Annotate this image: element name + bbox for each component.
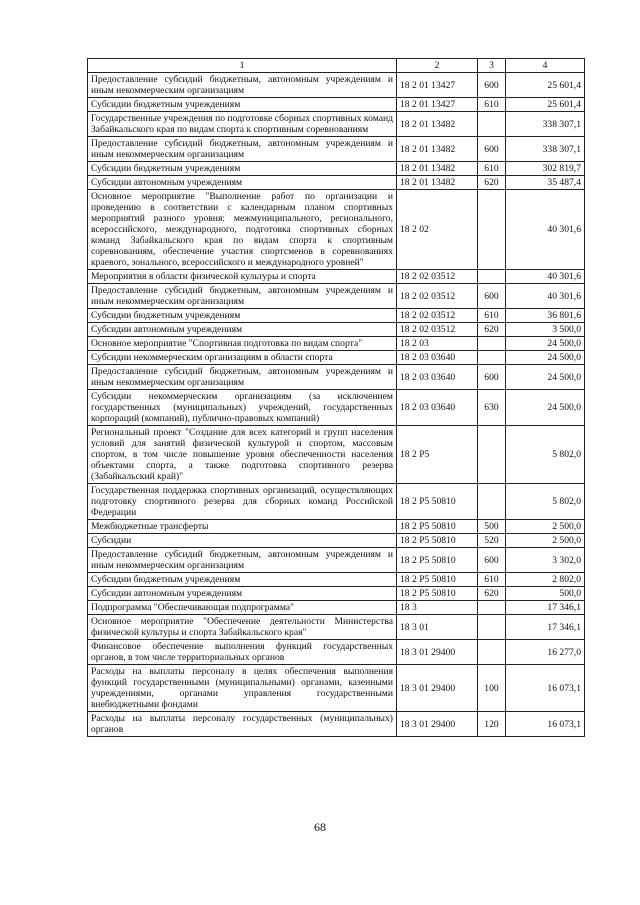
row-description: Субсидии бюджетным учреждениям xyxy=(88,162,397,176)
row-type: 610 xyxy=(478,98,506,112)
row-code: 18 2 P5 50810 xyxy=(397,534,478,548)
row-code: 18 2 01 13482 xyxy=(397,162,478,176)
row-code: 18 3 01 xyxy=(397,615,478,640)
row-description: Межбюджетные трансферты xyxy=(88,520,397,534)
row-type: 620 xyxy=(478,176,506,190)
row-amount: 24 500,0 xyxy=(506,337,585,351)
row-amount: 5 802,0 xyxy=(506,484,585,520)
row-description: Финансовое обеспечение выполнения функций государственных органов, в том числе территориальных органов xyxy=(88,640,397,665)
row-code: 18 2 01 13482 xyxy=(397,112,478,137)
row-code: 18 2 02 03512 xyxy=(397,270,478,284)
row-type xyxy=(478,640,506,665)
row-amount: 24 500,0 xyxy=(506,365,585,390)
row-type xyxy=(478,351,506,365)
row-code: 18 2 03 xyxy=(397,337,478,351)
table-header-row xyxy=(88,59,585,73)
row-description: Субсидии xyxy=(88,534,397,548)
row-amount: 338 307,1 xyxy=(506,112,585,137)
table-row xyxy=(88,323,585,337)
row-description: Подпрограмма "Обеспечивающая подпрограмма" xyxy=(88,601,397,615)
table-row xyxy=(88,426,585,484)
table-row xyxy=(88,548,585,573)
row-description: Субсидии бюджетным учреждениям xyxy=(88,309,397,323)
table-row xyxy=(88,534,585,548)
row-amount: 5 802,0 xyxy=(506,426,585,484)
row-code: 18 2 03 03640 xyxy=(397,390,478,426)
row-type xyxy=(478,615,506,640)
budget-table xyxy=(87,58,585,737)
row-code: 18 2 01 13427 xyxy=(397,98,478,112)
row-amount: 16 073,1 xyxy=(506,665,585,712)
row-type xyxy=(478,601,506,615)
row-type: 630 xyxy=(478,390,506,426)
row-code: 18 2 02 03512 xyxy=(397,309,478,323)
row-type xyxy=(478,426,506,484)
table-row xyxy=(88,390,585,426)
row-description: Предоставление субсидий бюджетным, автономным учреждениям и иным некоммерческим организациям xyxy=(88,137,397,162)
header-col-3: 3 xyxy=(478,59,506,73)
row-type: 600 xyxy=(478,137,506,162)
table-row xyxy=(88,137,585,162)
row-amount: 24 500,0 xyxy=(506,351,585,365)
table-row xyxy=(88,176,585,190)
table-row xyxy=(88,520,585,534)
row-amount: 17 346,1 xyxy=(506,601,585,615)
table-row xyxy=(88,484,585,520)
row-description: Расходы на выплаты персоналу государственных (муниципальных) органов xyxy=(88,712,397,737)
row-description: Предоставление субсидий бюджетным, автономным учреждениям и иным некоммерческим организациям xyxy=(88,548,397,573)
row-type: 600 xyxy=(478,73,506,98)
row-type: 600 xyxy=(478,284,506,309)
row-code: 18 3 xyxy=(397,601,478,615)
table-row xyxy=(88,337,585,351)
row-type: 500 xyxy=(478,520,506,534)
table-row xyxy=(88,309,585,323)
row-code: 18 2 02 03512 xyxy=(397,284,478,309)
table-row xyxy=(88,351,585,365)
row-description: Государственная поддержка спортивных организаций, осуществляющих подготовку спортивного резерва для сборных команд Российской Федерации xyxy=(88,484,397,520)
row-type: 620 xyxy=(478,323,506,337)
row-amount: 3 302,0 xyxy=(506,548,585,573)
table-row xyxy=(88,665,585,712)
row-description: Субсидии автономным учреждениям xyxy=(88,323,397,337)
row-amount: 2 802,0 xyxy=(506,573,585,587)
header-col-4: 4 xyxy=(506,59,585,73)
row-description: Предоставление субсидий бюджетным, автономным учреждениям и иным некоммерческим организациям xyxy=(88,284,397,309)
row-type: 620 xyxy=(478,587,506,601)
row-type xyxy=(478,270,506,284)
row-code: 18 3 01 29400 xyxy=(397,640,478,665)
row-amount: 3 500,0 xyxy=(506,323,585,337)
row-code: 18 2 01 13427 xyxy=(397,73,478,98)
table-row xyxy=(88,73,585,98)
table-row xyxy=(88,712,585,737)
row-description: Предоставление субсидий бюджетным, автономным учреждениям и иным некоммерческим организациям xyxy=(88,73,397,98)
table-row xyxy=(88,573,585,587)
row-amount: 40 301,6 xyxy=(506,284,585,309)
row-code: 18 2 01 13482 xyxy=(397,176,478,190)
row-amount: 16 277,0 xyxy=(506,640,585,665)
row-type: 120 xyxy=(478,712,506,737)
row-type xyxy=(478,484,506,520)
row-amount: 338 307,1 xyxy=(506,137,585,162)
row-code: 18 3 01 29400 xyxy=(397,665,478,712)
row-amount: 40 301,6 xyxy=(506,190,585,270)
table-row xyxy=(88,640,585,665)
row-type: 100 xyxy=(478,665,506,712)
row-code: 18 2 P5 50810 xyxy=(397,573,478,587)
row-type: 610 xyxy=(478,573,506,587)
row-description: Региональный проект "Создание для всех категорий и групп населения условий для занятий физической культурой и спортом, массовым спортом, в том числе повышение уровня обеспеченности населения объектами спорта, а также подготовка спортивного резерва (Забайкальский край)" xyxy=(88,426,397,484)
table-row xyxy=(88,284,585,309)
table-row xyxy=(88,615,585,640)
row-description: Мероприятия в области физической культуры и спорта xyxy=(88,270,397,284)
row-description: Субсидии бюджетным учреждениям xyxy=(88,98,397,112)
row-type xyxy=(478,112,506,137)
row-code: 18 2 P5 50810 xyxy=(397,484,478,520)
header-col-1: 1 xyxy=(88,59,397,73)
row-type xyxy=(478,337,506,351)
table-row xyxy=(88,365,585,390)
row-type: 520 xyxy=(478,534,506,548)
table-row xyxy=(88,98,585,112)
table-row xyxy=(88,190,585,270)
row-description: Основное мероприятие "Спортивная подготовка по видам спорта" xyxy=(88,337,397,351)
row-description: Субсидии бюджетным учреждениям xyxy=(88,573,397,587)
row-code: 18 3 01 29400 xyxy=(397,712,478,737)
row-code: 18 2 P5 50810 xyxy=(397,548,478,573)
row-description: Субсидии некоммерческим организациям (за исключением государственных (муниципальных) учреждений, государственных корпораций (компаний), публично-правовых компаний) xyxy=(88,390,397,426)
row-code: 18 2 P5 50810 xyxy=(397,587,478,601)
row-description: Субсидии некоммерческим организациям в области спорта xyxy=(88,351,397,365)
row-amount: 16 073,1 xyxy=(506,712,585,737)
row-type: 600 xyxy=(478,365,506,390)
row-code: 18 2 02 xyxy=(397,190,478,270)
page-number: 68 xyxy=(314,820,326,834)
row-amount: 500,0 xyxy=(506,587,585,601)
row-type: 610 xyxy=(478,309,506,323)
row-code: 18 2 03 03640 xyxy=(397,351,478,365)
row-amount: 35 487,4 xyxy=(506,176,585,190)
row-amount: 36 801,6 xyxy=(506,309,585,323)
header-col-2: 2 xyxy=(397,59,478,73)
row-description: Субсидии автономным учреждениям xyxy=(88,176,397,190)
row-type: 610 xyxy=(478,162,506,176)
table-row xyxy=(88,601,585,615)
row-description: Субсидии автономным учреждениям xyxy=(88,587,397,601)
row-code: 18 2 02 03512 xyxy=(397,323,478,337)
row-description: Основное мероприятие "Обеспечение деятельности Министерства физической культуры и спорта Забайкальского края" xyxy=(88,615,397,640)
row-description: Основное мероприятие "Выполнение работ по организации и проведению в соответствии с календарным планом спортивных мероприятий разного уровня: межмуниципального, регионального, всероссийского, международного, подготовка спортивных сборных команд Забайкальского края по видам спорта к спортивным соревнованиям, обеспечение участия спортсменов в соревнованиях краевого, зонального, всероссийского и международного уровней" xyxy=(88,190,397,270)
row-amount: 25 601,4 xyxy=(506,73,585,98)
row-code: 18 2 01 13482 xyxy=(397,137,478,162)
row-amount: 2 500,0 xyxy=(506,534,585,548)
row-type xyxy=(478,190,506,270)
table-row xyxy=(88,112,585,137)
table-row xyxy=(88,162,585,176)
row-description: Предоставление субсидий бюджетным, автономным учреждениям и иным некоммерческим организациям xyxy=(88,365,397,390)
row-type: 600 xyxy=(478,548,506,573)
table-row xyxy=(88,270,585,284)
row-amount: 40 301,6 xyxy=(506,270,585,284)
row-code: 18 2 P5 xyxy=(397,426,478,484)
row-amount: 17 346,1 xyxy=(506,615,585,640)
row-amount: 25 601,4 xyxy=(506,98,585,112)
row-description: Государственные учреждения по подготовке сборных спортивных команд Забайкальского края по видам спорта к спортивным соревнованиям xyxy=(88,112,397,137)
row-code: 18 2 P5 50810 xyxy=(397,520,478,534)
table-row xyxy=(88,587,585,601)
row-amount: 2 500,0 xyxy=(506,520,585,534)
row-amount: 24 500,0 xyxy=(506,390,585,426)
row-description: Расходы на выплаты персоналу в целях обеспечения выполнения функций государственными (муниципальными) органами, казенными учреждениями, органами управления государственными внебюджетными фондами xyxy=(88,665,397,712)
row-amount: 302 819,7 xyxy=(506,162,585,176)
row-code: 18 2 03 03640 xyxy=(397,365,478,390)
